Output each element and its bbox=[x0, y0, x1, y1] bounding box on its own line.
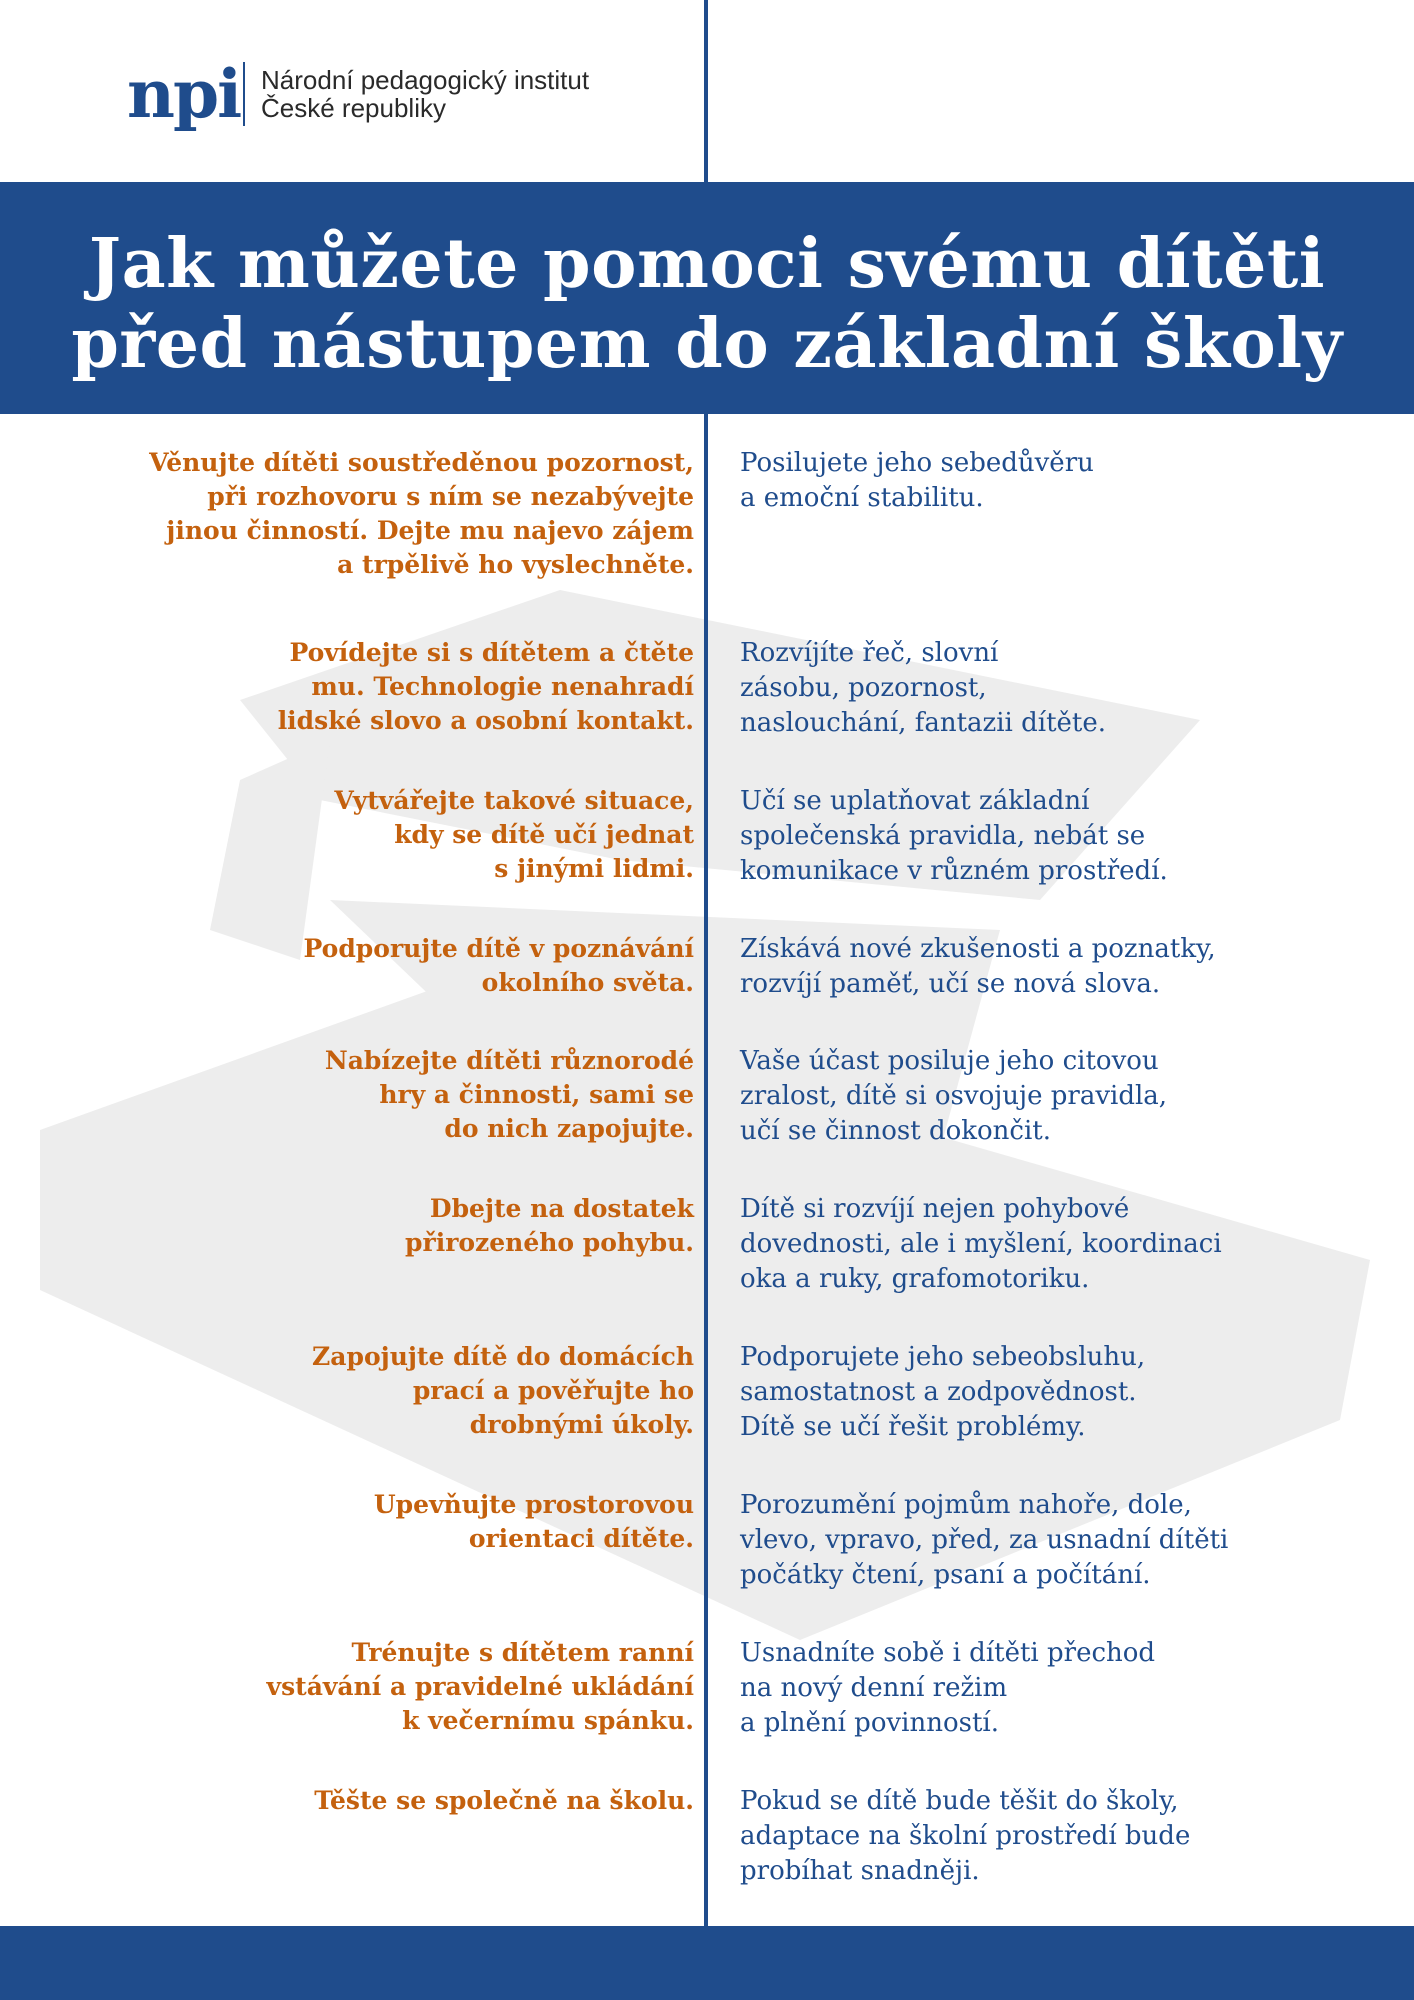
tip-advice-line: Upevňujte prostorovou bbox=[373, 1490, 694, 1519]
tip-advice bbox=[94, 1784, 694, 1818]
tip-advice-line: mu. Technologie nenahradí bbox=[311, 672, 694, 701]
tip-benefit-line: komunikace v různém prostředí. bbox=[740, 856, 1168, 886]
tip-advice-line: Podporujte dítě v poznávání bbox=[303, 934, 694, 963]
tip-benefit-line: Dítě si rozvíjí nejen pohybové bbox=[740, 1194, 1130, 1224]
tip-benefit bbox=[740, 1636, 1380, 1741]
logo-mark: npi bbox=[127, 55, 241, 133]
tip-benefit-line: Získává nové zkušenosti a poznatky, bbox=[740, 934, 1216, 964]
logo-name-line-1: Národní pedagogický institut bbox=[261, 65, 590, 95]
tip-benefit-line: společenská pravidla, nebát se bbox=[740, 821, 1146, 851]
tip-benefit-line: a plnění povinností. bbox=[740, 1708, 999, 1738]
tip-benefit-line: Vaše účast posiluje jeho citovou bbox=[740, 1046, 1159, 1076]
logo-institute-name bbox=[261, 66, 589, 122]
tip-row bbox=[0, 1784, 1414, 1904]
divider-top bbox=[704, 0, 708, 182]
tip-benefit-line: Usnadníte sobě i dítěti přechod bbox=[740, 1638, 1156, 1668]
tip-advice-line: Povídejte si s dítětem a čtěte bbox=[289, 638, 694, 667]
page-title-line-1: Jak můžete pomoci svému dítěti bbox=[88, 224, 1326, 304]
tip-advice-line: drobnými úkoly. bbox=[469, 1410, 694, 1439]
tip-benefit-line: a emoční stabilitu. bbox=[740, 483, 984, 513]
tip-advice bbox=[94, 1340, 694, 1442]
tip-advice-line: a trpělivě ho vyslechněte. bbox=[337, 550, 694, 579]
logo-divider bbox=[243, 62, 245, 126]
tip-row bbox=[0, 1192, 1414, 1312]
tip-advice-line: přirozeného pohybu. bbox=[405, 1228, 694, 1257]
tip-advice bbox=[94, 784, 694, 886]
tip-benefit-line: Učí se uplatňovat základní bbox=[740, 786, 1090, 816]
tip-benefit bbox=[740, 1192, 1380, 1297]
footer-bar bbox=[0, 1926, 1414, 2000]
tip-benefit bbox=[740, 1784, 1380, 1889]
tip-row bbox=[0, 784, 1414, 904]
tip-advice-line: s jinými lidmi. bbox=[494, 854, 694, 883]
tip-advice bbox=[94, 446, 694, 582]
tip-benefit-line: počátky čtení, psaní a počítání. bbox=[740, 1560, 1151, 1590]
tip-benefit-line: probíhat snadněji. bbox=[740, 1856, 980, 1886]
tip-row bbox=[0, 1636, 1414, 1756]
tip-advice bbox=[94, 636, 694, 738]
tip-advice-line: vstávání a pravidelné ukládání bbox=[266, 1672, 694, 1701]
tip-row bbox=[0, 932, 1414, 1052]
tip-benefit-line: Porozumění pojmům nahoře, dole, bbox=[740, 1490, 1192, 1520]
tip-advice-line: Nabízejte dítěti různorodé bbox=[324, 1046, 694, 1075]
tip-advice-line: jinou činností. Dejte mu najevo zájem bbox=[166, 516, 694, 545]
tip-benefit-line: Pokud se dítě bude těšit do školy, bbox=[740, 1786, 1179, 1816]
tip-row bbox=[0, 1488, 1414, 1608]
tip-benefit-line: zásobu, pozornost, bbox=[740, 673, 987, 703]
tip-row bbox=[0, 1340, 1414, 1460]
tip-benefit-line: samostatnost a zodpovědnost. bbox=[740, 1377, 1137, 1407]
tip-advice-line: Těšte se společně na školu. bbox=[314, 1786, 694, 1815]
tip-advice-line: při rozhovoru s ním se nezabývejte bbox=[207, 482, 694, 511]
tip-benefit-line: adaptace na školní prostředí bude bbox=[740, 1821, 1191, 1851]
tip-benefit-line: na nový denní režim bbox=[740, 1673, 1008, 1703]
tip-benefit bbox=[740, 446, 1380, 516]
tip-advice-line: lidské slovo a osobní kontakt. bbox=[277, 706, 694, 735]
tip-row bbox=[0, 446, 1414, 579]
tip-benefit bbox=[740, 1340, 1380, 1445]
tip-benefit bbox=[740, 784, 1380, 889]
tip-row bbox=[0, 1044, 1414, 1164]
tip-benefit-line: naslouchání, fantazii dítěte. bbox=[740, 708, 1107, 738]
tip-benefit bbox=[740, 1488, 1380, 1593]
tip-advice-line: Věnujte dítěti soustředěnou pozornost, bbox=[149, 448, 694, 477]
tip-advice-line: k večernímu spánku. bbox=[402, 1706, 694, 1735]
tip-benefit-line: dovednosti, ale i myšlení, koordinaci bbox=[740, 1229, 1222, 1259]
tip-benefit bbox=[740, 636, 1380, 741]
tip-advice bbox=[94, 1192, 694, 1260]
title-banner bbox=[0, 182, 1414, 414]
tip-benefit-line: Rozvíjíte řeč, slovní bbox=[740, 638, 999, 668]
tip-advice-line: Trénujte s dítětem ranní bbox=[351, 1638, 694, 1667]
tip-benefit-line: učí se činnost dokončit. bbox=[740, 1116, 1051, 1146]
tip-advice bbox=[94, 932, 694, 1000]
tip-advice-line: do nich zapojujte. bbox=[444, 1114, 694, 1143]
tip-advice-line: hry a činnosti, sami se bbox=[379, 1080, 694, 1109]
tip-advice-line: prací a pověřujte ho bbox=[412, 1376, 694, 1405]
tip-advice bbox=[94, 1488, 694, 1556]
tip-benefit-line: oka a ruky, grafomotoriku. bbox=[740, 1264, 1090, 1294]
logo-name-line-2: České republiky bbox=[261, 93, 446, 123]
tip-advice-line: kdy se dítě učí jednat bbox=[394, 820, 694, 849]
tip-benefit-line: zralost, dítě si osvojuje pravidla, bbox=[740, 1081, 1168, 1111]
tip-benefit bbox=[740, 932, 1380, 1002]
tip-benefit-line: rozvíjí paměť, učí se nová slova. bbox=[740, 969, 1161, 999]
tip-benefit bbox=[740, 1044, 1380, 1149]
tip-advice-line: Vytvářejte takové situace, bbox=[334, 786, 694, 815]
tip-benefit-line: Podporujete jeho sebeobsluhu, bbox=[740, 1342, 1146, 1372]
tip-advice bbox=[94, 1044, 694, 1146]
tip-benefit-line: vlevo, vpravo, před, za usnadní dítěti bbox=[740, 1525, 1229, 1555]
tip-advice-line: Zapojujte dítě do domácích bbox=[312, 1342, 694, 1371]
tip-advice-line: orientaci dítěte. bbox=[468, 1524, 694, 1553]
tip-advice-line: Dbejte na dostatek bbox=[429, 1194, 694, 1223]
tip-benefit-line: Dítě se učí řešit problémy. bbox=[740, 1412, 1086, 1442]
tip-row bbox=[0, 636, 1414, 756]
page-title-line-2: před nástupem do základní školy bbox=[71, 304, 1343, 384]
tip-advice bbox=[94, 1636, 694, 1738]
tip-advice-line: okolního světa. bbox=[481, 968, 694, 997]
tip-benefit-line: Posilujete jeho sebedůvěru bbox=[740, 448, 1094, 478]
